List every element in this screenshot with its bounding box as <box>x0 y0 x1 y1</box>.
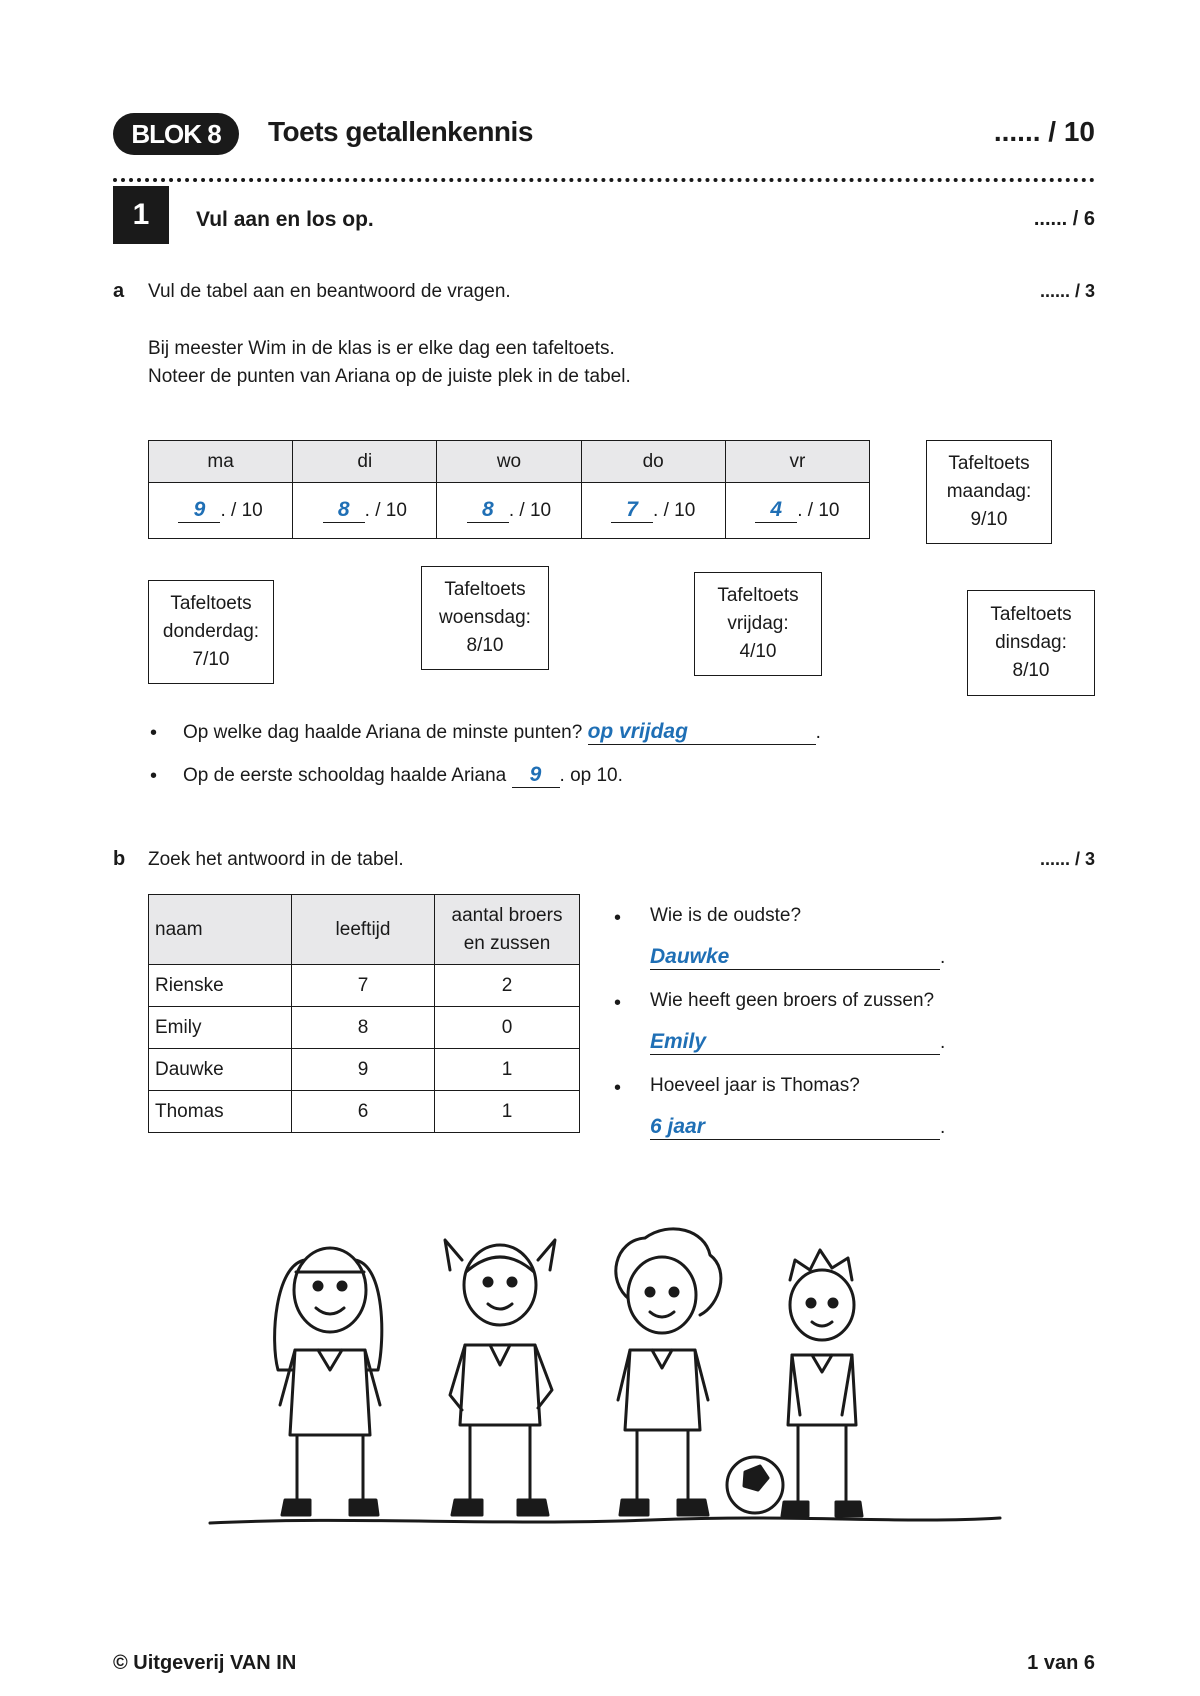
handwritten-answer: 7 <box>611 498 653 523</box>
score-suffix: . / 10 <box>220 500 263 521</box>
answer-b1-row <box>650 945 945 970</box>
box-score: 8/10 <box>1012 660 1050 681</box>
day-header: do <box>581 441 725 483</box>
child-boy-ball <box>727 1250 862 1516</box>
table-row <box>149 965 580 1007</box>
score-suffix: . / 10 <box>508 500 552 521</box>
answer-b1-end: . <box>940 947 946 968</box>
answer-b3-end: . <box>940 1117 946 1138</box>
intro-line-2: Noteer de punten van Ariana op de juiste plek in de tabel. <box>148 366 631 387</box>
child-girl-long-hair <box>275 1248 382 1515</box>
score-suffix: . / 10 <box>364 500 407 521</box>
blok-badge: BLOK 8 <box>113 113 239 155</box>
box-label: Tafeltoets <box>990 604 1072 625</box>
day-answer-cell[interactable] <box>293 483 437 539</box>
footer-copyright: © Uitgeverij VAN IN <box>113 1652 297 1674</box>
question-a2 <box>183 763 623 788</box>
day-answer-cell[interactable] <box>437 483 581 539</box>
answer-b2-row <box>650 1030 945 1055</box>
box-day: dinsdag: <box>995 632 1067 653</box>
box-woensdag <box>421 566 549 670</box>
part-a-letter: a <box>113 280 125 302</box>
cell-age: 6 <box>292 1091 435 1133</box>
answer-b2[interactable]: Emily <box>650 1030 940 1055</box>
cell-age: 9 <box>292 1049 435 1091</box>
cell-name: Rienske <box>149 965 292 1007</box>
day-answer-cell[interactable] <box>149 483 293 539</box>
part-a-score: ...... / 3 <box>1039 281 1095 301</box>
box-label: Tafeltoets <box>948 453 1030 474</box>
answer-b3[interactable]: 6 jaar <box>650 1115 940 1140</box>
day-header: vr <box>725 441 869 483</box>
child-girl-curly <box>616 1229 721 1515</box>
col-header-name: naam <box>149 895 292 965</box>
ground-line <box>210 1518 1000 1523</box>
footer-page-number: 1 van 6 <box>1027 1652 1095 1674</box>
bullet: • <box>150 765 158 787</box>
table-row <box>149 1091 580 1133</box>
dotted-divider <box>113 178 1095 182</box>
cell-age: 8 <box>292 1007 435 1049</box>
bullet: • <box>614 907 622 929</box>
answer-b3-row <box>650 1115 945 1140</box>
answer-b2-end: . <box>940 1032 946 1053</box>
box-donderdag <box>148 580 274 684</box>
box-label: Tafeltoets <box>170 593 252 614</box>
bullet: • <box>614 992 622 1014</box>
question-b3: Hoeveel jaar is Thomas? <box>650 1075 860 1096</box>
cell-name: Emily <box>149 1007 292 1049</box>
handwritten-answer: 9 <box>178 498 220 523</box>
box-score: 4/10 <box>739 641 777 662</box>
days-table <box>148 440 870 539</box>
siblings-line2: en zussen <box>463 932 551 954</box>
box-day: maandag: <box>946 481 1032 502</box>
siblings-line1: aantal broers <box>451 904 563 926</box>
handwritten-answer: 8 <box>323 498 365 523</box>
box-score: 8/10 <box>466 635 504 656</box>
score-suffix: . / 10 <box>653 500 696 521</box>
cell-siblings: 1 <box>435 1091 580 1133</box>
box-vrijdag <box>694 572 822 676</box>
cell-siblings: 0 <box>435 1007 580 1049</box>
day-header: ma <box>149 441 293 483</box>
cell-age: 7 <box>292 965 435 1007</box>
box-score: 9/10 <box>970 509 1008 530</box>
box-day: woensdag: <box>439 607 531 628</box>
box-dinsdag <box>967 590 1095 696</box>
part-b-score: ...... / 3 <box>1039 849 1095 869</box>
intro-line-1: Bij meester Wim in de klas is er elke dag een tafeltoets. <box>148 338 615 359</box>
col-header-age: leeftijd <box>292 895 435 965</box>
answer-a2-end: . op 10. <box>559 765 623 786</box>
bullet: • <box>614 1077 622 1099</box>
box-score: 7/10 <box>192 649 230 670</box>
question-title: Vul aan en los op. <box>196 208 374 231</box>
page-title: Toets getallenkennis <box>268 116 533 147</box>
cell-siblings: 2 <box>435 965 580 1007</box>
question-a1-text: Op welke dag haalde Ariana de minste punten? <box>183 722 583 743</box>
handwritten-answer: 4 <box>755 498 797 523</box>
part-b-instruction: Zoek het antwoord in de tabel. <box>148 849 404 870</box>
question-b2: Wie heeft geen broers of zussen? <box>650 990 935 1011</box>
box-day: donderdag: <box>162 621 260 642</box>
part-b-letter: b <box>113 848 126 870</box>
children-illustration <box>200 1220 1010 1540</box>
box-maandag <box>926 440 1052 544</box>
part-a-instruction: Vul de tabel aan en beantwoord de vragen. <box>148 281 511 302</box>
cell-name: Dauwke <box>149 1049 292 1091</box>
children-table <box>148 894 580 1133</box>
table-row <box>149 1007 580 1049</box>
col-header-siblings <box>435 895 580 965</box>
handwritten-answer: 8 <box>467 498 509 523</box>
day-header: wo <box>437 441 581 483</box>
box-label: Tafeltoets <box>444 579 526 600</box>
question-number: 1 <box>113 186 169 244</box>
box-label: Tafeltoets <box>717 585 799 606</box>
day-answer-cell[interactable] <box>725 483 869 539</box>
day-answer-cell[interactable] <box>581 483 725 539</box>
question-b1: Wie is de oudste? <box>650 905 802 926</box>
question-a2-text: Op de eerste schooldag haalde Ariana <box>183 765 507 786</box>
cell-siblings: 1 <box>435 1049 580 1091</box>
cell-name: Thomas <box>149 1091 292 1133</box>
total-score: ...... / 10 <box>993 116 1095 147</box>
day-header: di <box>293 441 437 483</box>
score-suffix: . / 10 <box>797 500 840 521</box>
bullet: • <box>150 722 158 744</box>
answer-a1-end: . <box>815 722 821 743</box>
table-row <box>149 1049 580 1091</box>
answer-a2[interactable]: 9 <box>512 763 560 788</box>
question-a1 <box>183 720 821 745</box>
box-day: vrijdag: <box>727 613 789 634</box>
answer-b1[interactable]: Dauwke <box>650 945 940 970</box>
child-girl-pigtails <box>445 1240 555 1515</box>
answer-a1[interactable]: op vrijdag <box>588 720 816 745</box>
question-score: ...... / 6 <box>1033 208 1095 230</box>
